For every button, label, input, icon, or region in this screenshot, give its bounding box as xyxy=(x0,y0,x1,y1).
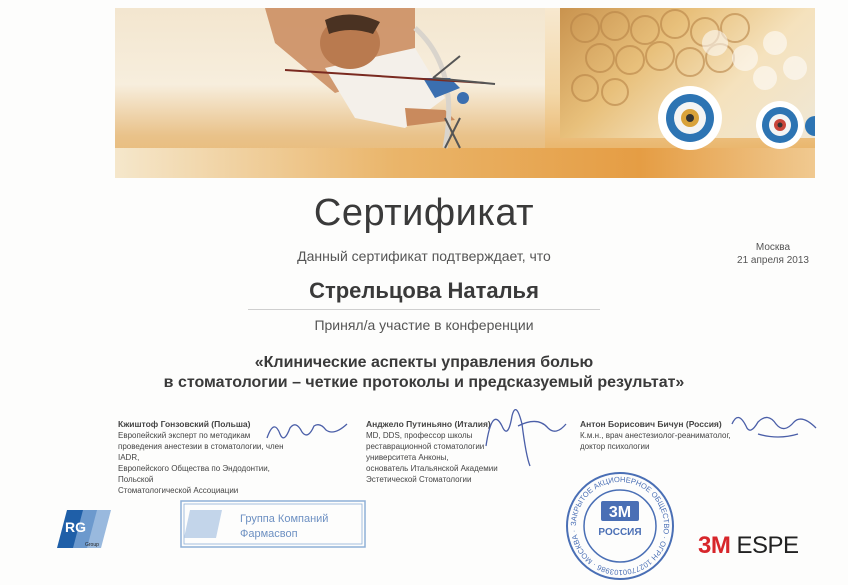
conference-title xyxy=(150,353,698,393)
seal-ring-text: ЗАКРЫТОЕ АКЦИОНЕРНОЕ ОБЩЕСТВО · ОГРН 1027700103986 · МОСКВА · xyxy=(568,474,672,578)
seal-brand: 3M xyxy=(608,504,632,521)
recipient-name: Стрельцова Наталья xyxy=(309,278,539,303)
signatory-line: К.м.н., врач анестезиолог-реаниматолог, xyxy=(580,431,731,440)
signature-2 xyxy=(478,396,573,471)
name-underline xyxy=(248,309,600,310)
certificate-title: Сертификат xyxy=(313,192,535,234)
signatory-line: Эстетической Стоматологии xyxy=(366,475,472,484)
signature-1 xyxy=(262,416,352,446)
3m-espe-logo xyxy=(698,532,799,560)
signatory-line: Стоматологической Ассоциации xyxy=(118,486,239,495)
company-stamp xyxy=(180,500,366,548)
signatory-name: Антон Борисович Бичун (Россия) xyxy=(580,419,722,429)
issue-city: Москва xyxy=(755,242,791,253)
signatory-line: доктор психологии xyxy=(580,442,650,451)
seal-country: РОССИЯ xyxy=(598,527,642,538)
confirm-text: Данный сертификат подтверждает, что xyxy=(297,248,551,264)
stamp-line-2: Фармасвоп xyxy=(240,528,298,540)
signatory-name: Анджело Путиньяно (Италия) xyxy=(366,419,491,429)
signatory-line: MD, DDS, профессор школы xyxy=(366,431,473,440)
signatory-line: основатель Итальянской Академии xyxy=(366,464,498,473)
3m-russia-seal xyxy=(563,471,677,581)
banner-image xyxy=(115,8,815,178)
issue-date: 21 апреля 2013 xyxy=(737,255,809,266)
signature-3 xyxy=(728,404,820,444)
conference-title-line-2: в стоматологии – четкие протоколы и предсказуемый результат» xyxy=(163,374,685,391)
brand-name: ESPE xyxy=(736,532,799,559)
target-2 xyxy=(756,101,804,149)
target-1 xyxy=(658,86,722,150)
signatory-line: Европейского Общества по Эндодонтии, Польской xyxy=(118,464,270,484)
conference-title-line-1: «Клинические аспекты управления болью xyxy=(254,354,594,371)
rg-logo-small-text: Group xyxy=(85,542,99,548)
signatory-line: реставрационной стоматологии xyxy=(366,442,485,451)
signatory-line: Европейский эксперт по методикам xyxy=(118,431,251,440)
brand-mark: 3M xyxy=(698,532,731,559)
signatory-line: проведения анестезии в стоматологии, член IADR, xyxy=(118,442,284,462)
participation-text: Принял/а участие в конференции xyxy=(314,317,534,333)
issue-place-date xyxy=(718,241,828,267)
signatory-name: Кжиштоф Гонзовский (Польша) xyxy=(118,419,251,429)
signatory-line: университета Анконы, xyxy=(366,453,449,462)
rg-logo-text: RG xyxy=(65,519,86,535)
archer-illustration xyxy=(115,8,815,178)
rg-company-logo xyxy=(57,508,113,550)
stamp-line-1: Группа Компаний xyxy=(240,513,329,525)
signatory-3 xyxy=(580,419,750,452)
